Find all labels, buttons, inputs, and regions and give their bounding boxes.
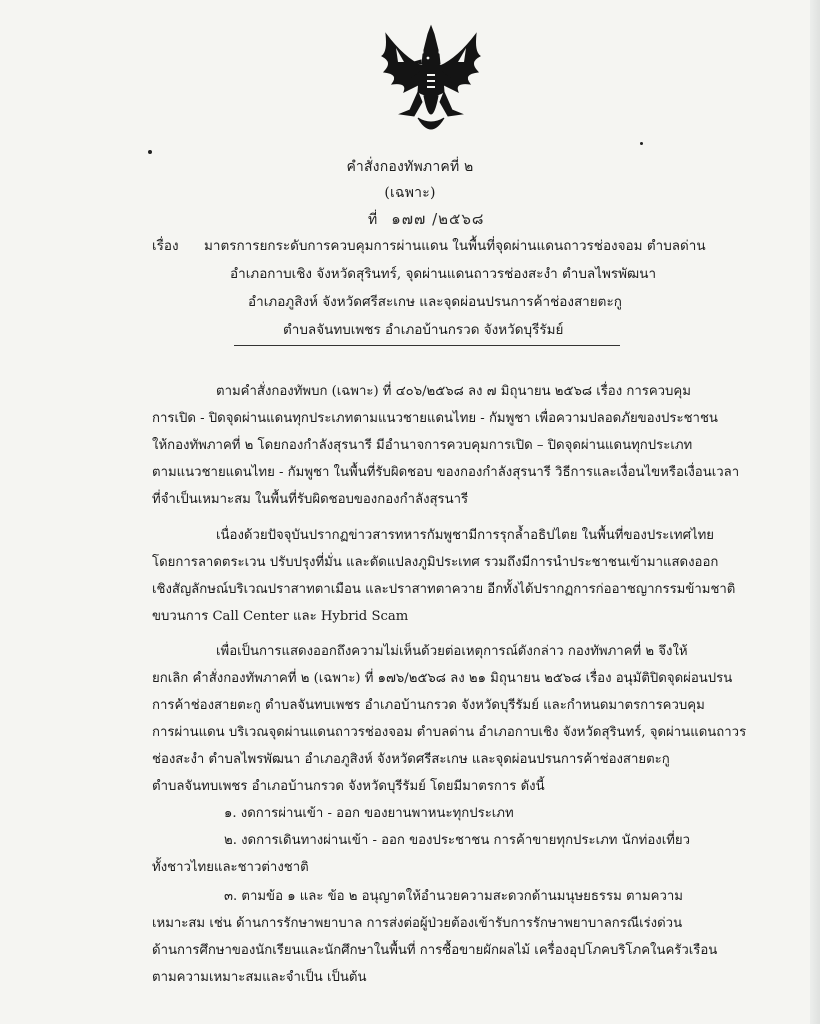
measure-item-3-cont: ตามความเหมาะสมและจำเป็น เป็นต้น <box>152 970 367 985</box>
body-line: ช่องสะงำ ตำบลไพรพัฒนา อำเภอภูสิงห์ จังหวัดศรีสะเกษ และจุดผ่อนปรนการค้าช่องสายตะกู <box>152 752 670 767</box>
subject-line: อำเภอกาบเชิง จังหวัดสุรินทร์, จุดผ่านแดนถาวรช่องสะงำ ตำบลไพรพัฒนา <box>230 266 657 282</box>
measure-item-2: ๒. งดการเดินทางผ่านเข้า - ออก ของประชาชน การค้าขายทุกประเภท นักท่องเที่ยว <box>224 833 691 848</box>
measure-item-2-cont: ทั้งชาวไทยและชาวต่างชาติ <box>152 860 309 875</box>
body-line: ที่จำเป็นเหมาะสม ในพื้นที่รับผิดชอบของกองกำลังสุรนารี <box>152 492 469 507</box>
measure-item-3-cont: ด้านการศึกษาของนักเรียนและนักศึกษาในพื้นที่ การซื้อขายผักผลไม้ เครื่องอุปโภคบริโภคในครัวเรือน <box>152 943 718 958</box>
measure-item-3: ๓. ตามข้อ ๑ และ ข้อ ๒ อนุญาตให้อำนวยความสะดวกด้านมนุษยธรรม ตามความ <box>224 889 683 904</box>
subject-line: มาตรการยกระดับการควบคุมการผ่านแดน ในพื้นที่จุดผ่านแดนถาวรช่องจอม ตำบลด่าน <box>204 238 706 254</box>
body-line: ยกเลิก คำสั่งกองทัพภาคที่ ๒ (เฉพาะ) ที่ ๑๗๖/๒๕๖๘ ลง ๒๑ มิถุนายน ๒๕๖๘ เรื่อง อนุมัติปิดจุดผ่อนปรน <box>152 671 733 686</box>
body-line: การค้าช่องสายตะกู ตำบลจันทบเพชร อำเภอบ้านกรวด จังหวัดบุรีรัมย์ และกำหนดมาตรการควบคุม <box>152 698 705 713</box>
body-line: ตามแนวชายแดนไทย - กัมพูชา ในพื้นที่รับผิดชอบ ของกองกำลังสุรนารี วิธีการและเงื่อนไขหรือเงื่อนเวลา <box>152 465 740 480</box>
order-title: คำสั่งกองทัพภาคที่ ๒ <box>346 159 474 175</box>
order-qualifier: (เฉพาะ) <box>384 185 436 201</box>
garuda-emblem-icon <box>374 22 488 142</box>
page-edge <box>810 0 820 1024</box>
measure-item-1: ๑. งดการผ่านเข้า - ออก ของยานพาหนะทุกประเภท <box>224 806 514 821</box>
body-line: การผ่านแดน บริเวณจุดผ่านแดนถาวรช่องจอม ตำบลด่าน อำเภอกาบเชิง จังหวัดสุรินทร์, จุดผ่านแดนถาวร <box>152 725 747 740</box>
scan-speck <box>148 150 152 154</box>
order-number-label: ที่ <box>368 212 378 228</box>
divider-line <box>234 345 620 346</box>
body-line: เนื่องด้วยปัจจุบันปรากฏข่าวสารทหารกัมพูชามีการรุกล้ำอธิปไตย ในพื้นที่ของประเทศไทย <box>216 528 715 543</box>
body-line: ขบวนการ Call Center และ Hybrid Scam <box>152 609 409 624</box>
body-line: ตำบลจันทบเพชร อำเภอบ้านกรวด จังหวัดบุรีรัมย์ โดยมีมาตรการ ดังนี้ <box>152 779 545 794</box>
body-line: เชิงสัญลักษณ์บริเวณปราสาทตาเมือน และปราสาทตาควาย อีกทั้งได้ปรากฏการก่ออาชญากรรมข้ามชาติ <box>152 582 736 597</box>
subject-line: ตำบลจันทบเพชร อำเภอบ้านกรวด จังหวัดบุรีรัมย์ <box>283 322 564 338</box>
order-number <box>368 207 484 231</box>
scan-speck <box>640 142 643 145</box>
body-line: เพื่อเป็นการแสดงออกถึงความไม่เห็นด้วยต่อเหตุการณ์ดังกล่าว กองทัพภาคที่ ๒ จึงให้ <box>216 644 688 659</box>
body-line: ตามคำสั่งกองทัพบก (เฉพาะ) ที่ ๔๐๖/๒๕๖๘ ลง ๗ มิถุนายน ๒๕๖๘ เรื่อง การควบคุม <box>216 384 691 399</box>
order-number-value: ๑๗๗ /๒๕๖๘ <box>391 210 485 228</box>
subject-label: เรื่อง <box>152 238 179 254</box>
body-line: การเปิด - ปิดจุดผ่านแดนทุกประเภทตามแนวชายแดนไทย - กัมพูชา เพื่อความปลอดภัยของประชาชน <box>152 411 718 426</box>
body-line: โดยการลาดตระเวน ปรับปรุงที่มั่น และดัดแปลงภูมิประเทศ รวมถึงมีการนำประชาชนเข้ามาแสดงออก <box>152 555 719 570</box>
body-line: ให้กองทัพภาคที่ ๒ โดยกองกำลังสุรนารี มีอำนาจการควบคุมการเปิด – ปิดจุดผ่านแดนทุกประเภท <box>152 438 693 453</box>
subject-line: อำเภอภูสิงห์ จังหวัดศรีสะเกษ และจุดผ่อนปรนการค้าช่องสายตะกู <box>248 294 622 310</box>
measure-item-3-cont: เหมาะสม เช่น ด้านการรักษาพยาบาล การส่งต่อผู้ป่วยต้องเข้ารับการรักษาพยาบาลกรณีเร่งด่วน <box>152 916 683 931</box>
